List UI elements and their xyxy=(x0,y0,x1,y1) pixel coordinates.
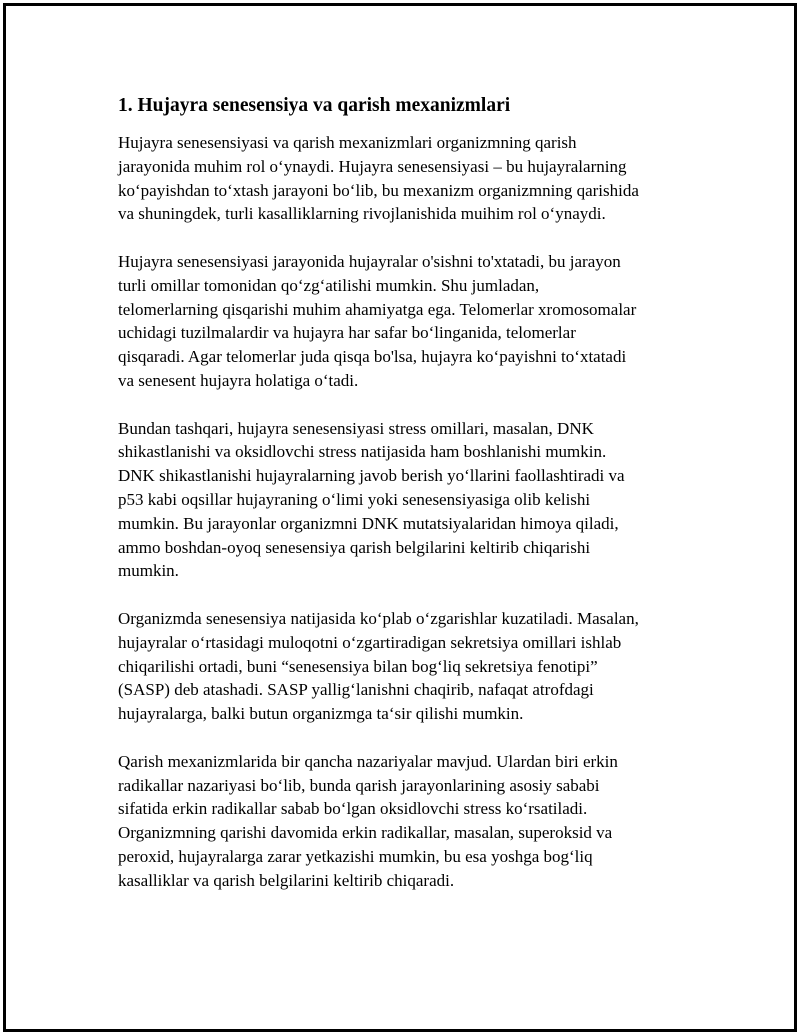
text-line: shikastlanishi va oksidlovchi stress natijasida ham boshlanishi mumkin. xyxy=(118,442,607,462)
text-line: hujayralarga, balki butun organizmga ta‘sir qilishi mumkin. xyxy=(118,704,524,724)
text-line: mumkin. Bu jarayonlar organizmni DNK mutatsiyalaridan himoya qiladi, xyxy=(118,513,619,533)
paragraph-2 xyxy=(118,250,698,393)
text-line: Bundan tashqari, hujayra senesensiyasi stress omillari, masalan, DNK xyxy=(118,418,594,438)
text-line: va shuningdek, turli kasalliklarning rivojlanishida muihim rol o‘ynaydi. xyxy=(118,204,606,224)
paragraph-5 xyxy=(118,750,698,893)
text-line: jarayonida muhim rol o‘ynaydi. Hujayra senesensiyasi – bu hujayralarning xyxy=(118,156,627,176)
text-line: (SASP) deb atashadi. SASP yallig‘lanishni chaqirib, nafaqat atrofdagi xyxy=(118,680,594,700)
text-line: p53 kabi oqsillar hujayraning o‘limi yoki senesensiyasiga olib kelishi xyxy=(118,489,591,509)
text-line: sifatida erkin radikallar sabab bo‘lgan oksidlovchi stress ko‘rsatiladi. xyxy=(118,799,588,819)
text-line: ammo boshdan-oyoq senesensiya qarish belgilarini keltirib chiqarishi xyxy=(118,537,591,557)
paragraph-4 xyxy=(118,607,698,726)
section-heading: 1. Hujayra senesensiya va qarish mexanizmlari xyxy=(118,95,511,116)
text-line: Hujayra senesensiyasi jarayonida hujayralar o'sishni to'xtatadi, bu jarayon xyxy=(118,251,621,271)
document-body xyxy=(118,93,698,916)
text-line: kasalliklar va qarish belgilarini keltirib chiqaradi. xyxy=(118,870,455,890)
text-line: ko‘payishdan to‘xtash jarayoni bo‘lib, bu mexanizm organizmning qarishida xyxy=(118,180,639,200)
text-line: telomerlarning qisqarishi muhim ahamiyatga ega. Telomerlar xromosomalar xyxy=(118,299,637,319)
text-line: mumkin. xyxy=(118,561,179,581)
paragraph-3 xyxy=(118,417,698,584)
text-line: peroxid, hujayralarga zarar yetkazishi mumkin, bu esa yoshga bog‘liq xyxy=(118,846,593,866)
text-line: uchidagi tuzilmalardir va hujayra har safar bo‘linganida, telomerlar xyxy=(118,323,576,343)
text-line: va senesent hujayra holatiga o‘tadi. xyxy=(118,370,359,390)
text-line: qisqaradi. Agar telomerlar juda qisqa bo'lsa, hujayra ko‘payishni to‘xtatadi xyxy=(118,347,627,367)
text-line: Organizmning qarishi davomida erkin radikallar, masalan, superoksid va xyxy=(118,823,613,843)
text-line: turli omillar tomonidan qo‘zg‘atilishi mumkin. Shu jumladan, xyxy=(118,275,540,295)
paragraph-1 xyxy=(118,131,698,226)
text-line: DNK shikastlanishi hujayralarning javob berish yo‘llarini faollashtiradi va xyxy=(118,466,625,486)
text-line: hujayralar o‘rtasidagi muloqotni o‘zgartiradigan sekretsiya omillari ishlab xyxy=(118,632,622,652)
text-line: radikallar nazariyasi bo‘lib, bunda qarish jarayonlarining asosiy sababi xyxy=(118,775,600,795)
text-line: Hujayra senesensiyasi va qarish mexanizmlari organizmning qarish xyxy=(118,133,577,152)
text-line: chiqarilishi ortadi, buni “senesensiya bilan bog‘liq sekretsiya fenotipi” xyxy=(118,656,598,676)
text-line: Qarish mexanizmlarida bir qancha nazariyalar mavjud. Ulardan biri erkin xyxy=(118,751,618,771)
text-line: Organizmda senesensiya natijasida ko‘plab o‘zgarishlar kuzatiladi. Masalan, xyxy=(118,608,639,628)
